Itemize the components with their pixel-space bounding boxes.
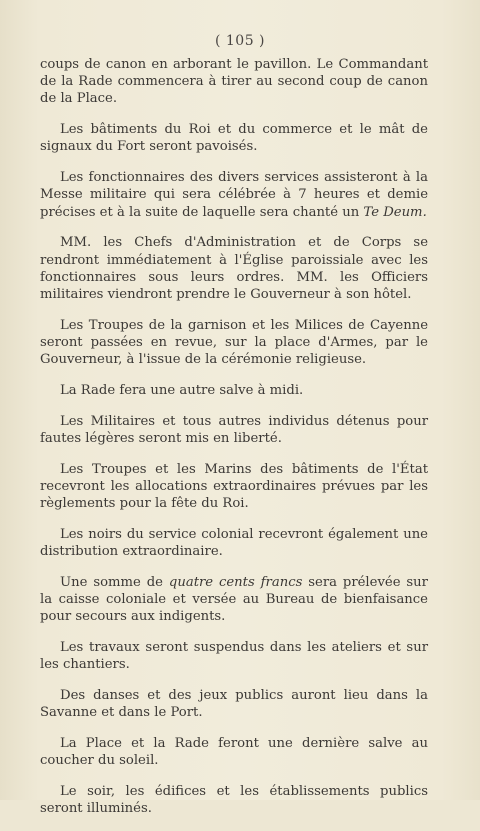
paragraph-text: Le soir, les édifices et les établissements publics seront illuminés.	[40, 784, 428, 817]
paragraph	[40, 56, 428, 108]
paragraph-text: MM. les Chefs d'Administration et de Corps se rendront immédiatement à l'Église paroissiale avec les fonctionnaires sous leurs ordres. MM. les Officiers militaires viendront prendre le Gouverneur à son hôtel.	[40, 235, 428, 303]
paragraph	[40, 526, 428, 560]
paragraph	[40, 783, 428, 817]
paragraph	[40, 317, 428, 369]
paragraph-text: Des danses et des jeux publics auront lieu dans la Savanne et dans le Port.	[40, 688, 428, 721]
paragraph-text: coups de canon en arborant le pavillon. Le Commandant de la Rade commencera à tirer au second coup de canon de la Place.	[40, 57, 428, 107]
paragraph-text: Les fonctionnaires des divers services assisteront à la Messe militaire qui sera célébrée à 7 heures et demie précises et à la suite de laquelle sera chanté un	[40, 170, 428, 220]
paragraph-text: sera prélevée sur la caisse coloniale et versée au Bureau de bienfaisance pour secours aux indigents.	[40, 575, 428, 625]
paragraph-text: Les Militaires et tous autres individus détenus pour fautes légères seront mis en liberté.	[40, 413, 428, 447]
paragraph-text: La Rade fera une autre salve à midi.	[60, 383, 304, 399]
paragraph-text: Les travaux seront suspendus dans les ateliers et sur les chantiers.	[40, 640, 428, 673]
paragraph	[40, 687, 428, 721]
paragraph	[40, 382, 428, 399]
paragraph	[40, 413, 428, 447]
italic-text: quatre cents francs	[168, 575, 303, 591]
paragraph	[40, 121, 428, 155]
paragraph-text: Les Troupes et les Marins des bâtiments de l'État recevront les allocations extraordinaires prévues par les règlements pour la fête du Roi.	[40, 461, 428, 512]
paragraph	[40, 234, 428, 303]
body-text	[40, 56, 428, 831]
paragraph-text: Une somme de	[60, 575, 169, 591]
paragraph-text: Les Troupes de la garnison et les Milices de Cayenne seront passées en revue, sur la place d'Armes, par le Gouverneur, à l'issue de la cérémonie religieuse.	[40, 317, 428, 368]
paragraph-text: La Place et la Rade feront une dernière salve au coucher du soleil.	[40, 736, 428, 769]
paragraph	[40, 169, 428, 221]
paragraph-text: Les noirs du service colonial recevront également une distribution extraordinaire.	[40, 527, 428, 560]
paragraph	[40, 461, 428, 513]
paragraph-text: Les bâtiments du Roi et du commerce et le mât de signaux du Fort seront pavoisés.	[40, 122, 428, 155]
italic-text: Te Deum.	[363, 204, 427, 220]
paragraph	[40, 574, 428, 626]
page-number: ( 105 )	[214, 33, 266, 49]
paragraph	[40, 639, 428, 673]
paragraph	[40, 735, 428, 769]
